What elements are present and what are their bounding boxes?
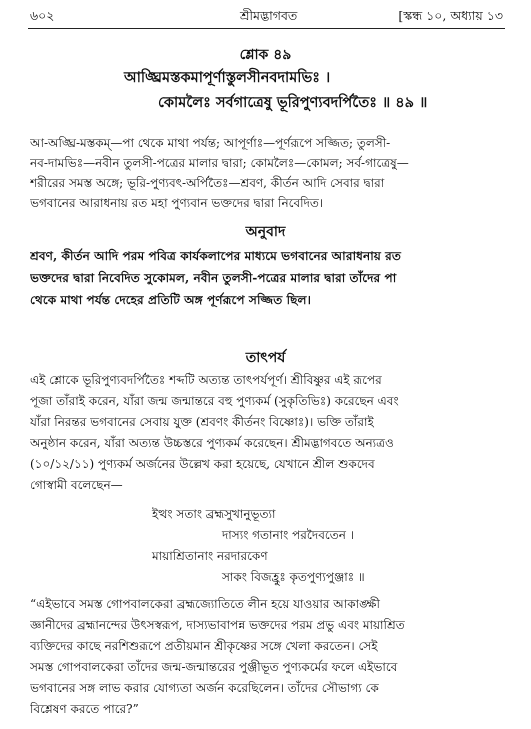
quote-translation-line: বিশ্লেষণ করতে পারে?” [30, 702, 139, 716]
quote-verse-line-3: মায়াশ্রিতানাং নরদারকেণ [152, 549, 268, 563]
quote-verse-line-2: দাস্যং গতানাং পরদৈবতেন । [222, 528, 355, 542]
verse-number: শ্লোক ৪৯ [239, 47, 292, 63]
page-number: ৬০২ [30, 8, 55, 23]
translation-line: থেকে মাথা পর্যন্ত দেহের প্রতিটি অঙ্গ পূর্ণরূপে সজ্জিত ছিল। [30, 293, 311, 307]
translation-block [30, 245, 502, 311]
translation-line: শ্রবণ, কীর্তন আদি পরম পবিত্র কার্যকলাপের মাধ্যমে ভগবানের আরাধনায় রত [30, 249, 402, 263]
synonyms-line: নব-দামভিঃ—নবীন তুলসী-পত্রের মালার দ্বারা; কোমলৈঃ—কোমল; সর্ব-গাত্রেষু— [30, 156, 409, 170]
quote-translation-line: ব্যক্তিদের কাছে নরশিশুরূপে প্রতীয়মান শ্রীকৃষ্ণের সঙ্গে খেলা করতেন। সেই [30, 639, 378, 653]
header-rule [28, 28, 505, 29]
quote-translation-line: সমস্ত গোপবালকেরা তাঁদের জন্ম-জন্মান্তরের পুঞ্জীভূত পুণ্যকর্মের ফলে এইভাবে [30, 660, 398, 674]
purport-line: যাঁরা নিরন্তর ভগবানের সেবায় যুক্ত (শ্রবণং কীর্তনং বিষ্ণোঃ)। ভক্তি তাঁরাই [30, 415, 374, 429]
book-title: শ্রীমদ্ভাগবত [240, 8, 298, 23]
quote-translation-line: ভগবানের সঙ্গ লাভ করার যোগ্যতা অর্জন করেছিলেন। তাঁদের সৌভাগ্য কে [30, 681, 379, 695]
translation-heading: অনুবাদ [245, 224, 286, 240]
purport-line: (১০/১২/১১) পুণ্যকর্ম অর্জনের উল্লেখ করা হয়েছে, যেখানে শ্রীল শুকদেব [30, 457, 375, 471]
chapter-reference: [স্কন্ধ ১০, অধ্যায় ১৩ [398, 8, 503, 23]
purport-line: গোস্বামী বলেছেন— [30, 478, 123, 492]
purport-line: অনুষ্ঠান করেন, যাঁরা অত্যন্ত উচ্চস্তরে পুণ্যকর্ম করেছেন। শ্রীমদ্ভাগবতে অন্যত্রও [30, 436, 394, 450]
synonyms-line: ভগবানের আরাধনায় রত মহা পুণ্যবান ভক্তদের দ্বারা নিবেদিত। [30, 196, 324, 210]
purport-line: পূজা তাঁরাই করেন, যাঁরা জন্ম জন্মান্তরে বহু পুণ্যকর্ম (সুকৃতিভিঃ) করেছেন এবং [30, 394, 399, 408]
quote-verse-line-1: ইত্থং সতাং ব্রহ্মসুখানুভূত্যা [152, 507, 276, 521]
synonyms-line: শরীরের সমস্ত অঙ্গে; ভূরি-পুণ্যবৎ-অর্পিতৈঃ—শ্রবণ, কীর্তন আদি সেবার দ্বারা [30, 176, 385, 190]
verse-line-1: আঙ্ঘ্রিমস্তকমাপূর্ণাস্তুলসীনবদামভিঃ । [124, 69, 331, 86]
page-header [30, 6, 503, 28]
purport-line: এই শ্লোকে ভূরিপুণ্যবদর্পিতৈঃ শব্দটি অত্যন্ত তাৎপর্যপূর্ণ। শ্রীবিষ্ণুর এই রূপের [30, 373, 382, 387]
quote-translation-block [30, 594, 502, 720]
synonyms-line: আ-অঙ্ঘ্রি-মস্তকম্—পা থেকে মাথা পর্যন্ত; আপূর্ণাঃ—পূর্ণরূপে সজ্জিত; তুলসী- [30, 136, 391, 150]
purport-block [30, 370, 502, 496]
purport-heading: তাৎপর্য [245, 350, 286, 366]
verse-line-2: কোমলৈঃ সর্বগাত্রেষু ভূরিপুণ্যবদর্পিতৈঃ ॥ ৪৯ ॥ [158, 94, 428, 111]
quote-verse-line-4: সাকং বিজহ্রুঃ কৃতপুণ্যপুঞ্জাঃ ॥ [222, 570, 365, 584]
quote-translation-line: “এইভাবে সমস্ত গোপবালকেরা ব্রহ্মজ্যোতিতে লীন হয়ে যাওয়ার আকাঙ্ক্ষী [30, 597, 380, 611]
translation-line: ভক্তদের দ্বারা নিবেদিত সুকোমল, নবীন তুলসী-পত্রের মালার দ্বারা তাঁদের পা [30, 271, 397, 285]
quote-translation-line: জ্ঞানীদের ব্রহ্মানন্দের উৎসস্বরূপ, দাস্যভাবাপন্ন ভক্তদের পরম প্রভু এবং মায়াশ্রিত [30, 618, 405, 632]
synonyms-block [30, 133, 502, 213]
